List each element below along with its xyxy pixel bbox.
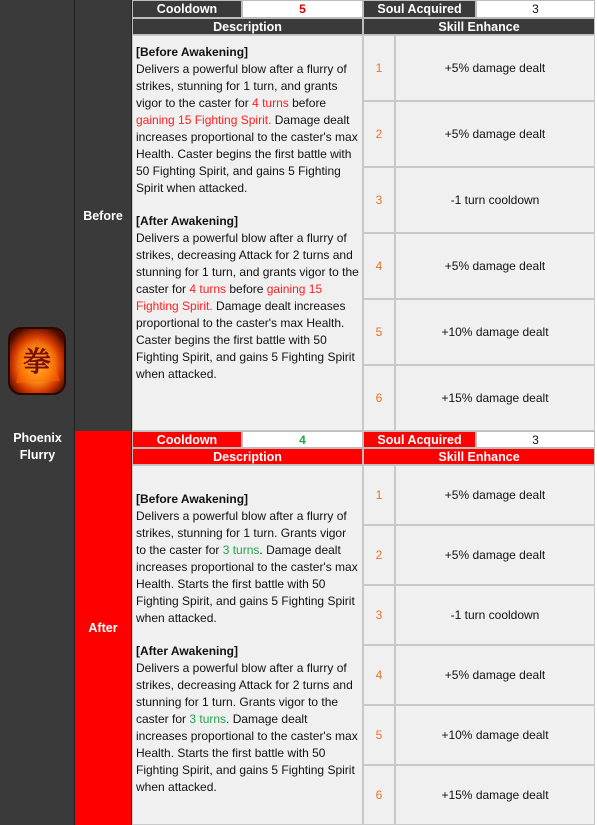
before-enhance-text-2: +5% damage dealt	[395, 101, 595, 167]
before-soul-value: 3	[476, 0, 595, 18]
after-enhance-rank-1: 1	[363, 465, 395, 525]
phase-before-label: Before	[75, 0, 132, 431]
before-enhance-text-4: +5% damage dealt	[395, 233, 595, 299]
skill-name	[0, 430, 75, 464]
after-enhance-rank-5: 5	[363, 705, 395, 765]
after-description-header: Description	[132, 448, 363, 465]
before-enhance-rank-4: 4	[363, 233, 395, 299]
after-enhance-text-5: +10% damage dealt	[395, 705, 595, 765]
after-enhance-rank-6: 6	[363, 765, 395, 825]
before-enhance-rank-2: 2	[363, 101, 395, 167]
before-enhance-rank-6: 6	[363, 365, 395, 431]
before-description	[132, 35, 363, 431]
after-enhance-text-3: -1 turn cooldown	[395, 585, 595, 645]
after-description	[132, 465, 363, 825]
phase-after-label: After	[75, 431, 132, 825]
after-soul-label: Soul Acquired	[363, 431, 476, 448]
after-enhance-header: Skill Enhance	[363, 448, 595, 465]
skill-name-line1: Phoenix	[13, 431, 62, 445]
after-cooldown-value: 4	[242, 431, 363, 448]
before-cooldown-label: Cooldown	[132, 0, 242, 18]
after-cooldown-label: Cooldown	[132, 431, 242, 448]
after-enhance-text-1: +5% damage dealt	[395, 465, 595, 525]
after-desc-after-awakening: [After Awakening] Delivers a powerful blow after a flurry of strikes, decreasing Attack for 2 turns and stunning for 1 turn. Grants vigor to the caster for 3 turns. Damage dealt increases proportional to the caster's max Health. Starts the first battle with 50 Fighting Spirit, and gains 5 Fighting Spirit when attacked.	[136, 644, 358, 794]
before-enhance-header: Skill Enhance	[363, 18, 595, 35]
after-soul-value: 3	[476, 431, 595, 448]
after-enhance-rank-3: 3	[363, 585, 395, 645]
before-description-header: Description	[132, 18, 363, 35]
before-enhance-text-5: +10% damage dealt	[395, 299, 595, 365]
before-desc-after-awakening: [After Awakening] Delivers a powerful blow after a flurry of strikes, decreasing Attack for 2 turns and stunning for 1 turn, and grants vigor to the caster for 4 turns before gaining 15 Fighting Spirit. Damage dealt increases proportional to the caster's max Health. Caster begins the first battle with 50 Fighting Spirit, and gains 5 Fighting Spirit when attacked.	[136, 214, 359, 381]
skill-column	[0, 0, 75, 825]
before-enhance-rank-3: 3	[363, 167, 395, 233]
after-enhance-rank-4: 4	[363, 645, 395, 705]
before-enhance-text-1: +5% damage dealt	[395, 35, 595, 101]
after-desc-before-awakening: [Before Awakening] Delivers a powerful blow after a flurry of strikes, stunning for 1 turn. Grants vigor to the caster for 3 turns. Damage dealt increases proportional to the caster's max Health. Starts the first battle with 50 Fighting Spirit, and gains 5 Fighting Spirit when attacked.	[136, 492, 358, 625]
after-enhance-rank-2: 2	[363, 525, 395, 585]
before-desc-before-awakening: [Before Awakening] Delivers a powerful blow after a flurry of strikes, stunning for 1 turn, and grants vigor to the caster for 4 turns before gaining 15 Fighting Spirit. Damage dealt increases proportional to the caster's max Health. Caster begins the first battle with 50 Fighting Spirit, and gains 5 Fighting Spirit when attacked.	[136, 45, 358, 195]
before-enhance-text-6: +15% damage dealt	[395, 365, 595, 431]
before-soul-label: Soul Acquired	[363, 0, 476, 18]
before-enhance-rank-1: 1	[363, 35, 395, 101]
skill-icon-glyph: 拳	[22, 345, 52, 378]
before-cooldown-value: 5	[242, 0, 363, 18]
after-enhance-text-2: +5% damage dealt	[395, 525, 595, 585]
fist-kanji-fire-icon	[6, 323, 68, 399]
after-enhance-text-4: +5% damage dealt	[395, 645, 595, 705]
before-enhance-rank-5: 5	[363, 299, 395, 365]
after-enhance-text-6: +15% damage dealt	[395, 765, 595, 825]
skill-name-line2: Flurry	[19, 448, 56, 462]
before-enhance-text-3: -1 turn cooldown	[395, 167, 595, 233]
